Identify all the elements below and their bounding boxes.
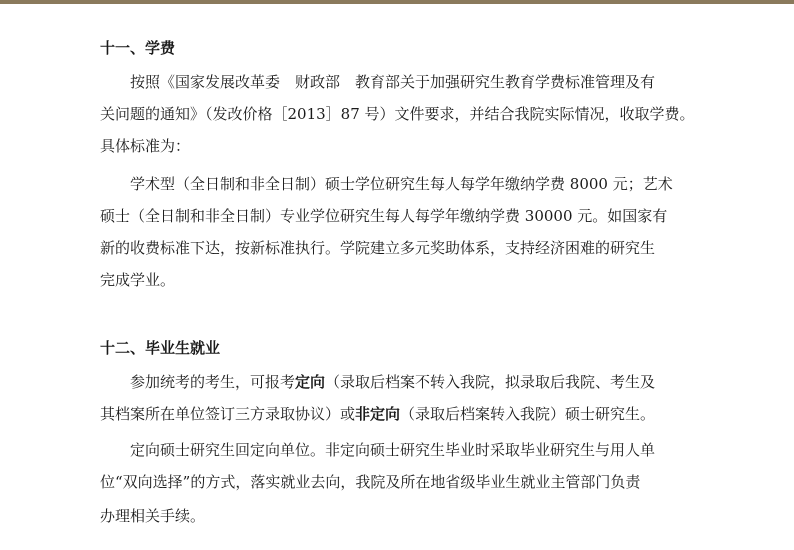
employment-line-3: 定向硕士研究生回定向单位。非定向硕士研究生毕业时采取毕业研究生与用人单: [130, 441, 656, 459]
employment-line-4: 位“双向选择”的方式，落实就业去向，我院及所在地省级毕业生就业主管部门负责: [100, 473, 641, 491]
employment-line-2-text-a: 其档案所在单位签订三方录取协议）或: [100, 405, 356, 423]
employment-line-1: [130, 372, 655, 392]
tuition-line-1: 按照《国家发展改革委 财政部 教育部关于加强研究生教育学费标准管理及有: [130, 73, 656, 91]
non-directed-term: 非定向: [355, 405, 401, 423]
directed-term: 定向: [295, 373, 326, 391]
employment-line-1-text-a: 参加统考的考生，可报考: [130, 373, 296, 391]
top-border-rule: [0, 0, 794, 4]
tuition-line-4: 学术型（全日制和非全日制）硕士学位研究生每人每学年缴纳学费 8000 元；艺术: [130, 175, 673, 193]
employment-line-1-text-c: （录取后档案不转入我院，拟录取后我院、考生及: [325, 373, 656, 391]
tuition-line-6: 新的收费标准下达，按新标准执行。学院建立多元奖助体系，支持经济困难的研究生: [100, 239, 656, 257]
employment-line-2-text-c: （录取后档案转入我院）硕士研究生。: [400, 405, 656, 423]
tuition-line-3: 具体标准为：: [100, 137, 191, 155]
section-heading-employment: 十二、毕业生就业: [100, 339, 221, 357]
section-heading-tuition: 十一、学费: [100, 39, 176, 57]
employment-line-2: [100, 404, 655, 424]
tuition-line-2: 关问题的通知》（发改价格［2013］87 号）文件要求，并结合我院实际情况，收取学费。: [100, 105, 695, 123]
tuition-line-5: 硕士（全日制和非全日制）专业学位研究生每人每学年缴纳学费 30000 元。如国家有: [100, 207, 668, 225]
employment-line-5: 办理相关手续。: [100, 507, 206, 525]
tuition-line-7: 完成学业。: [100, 271, 176, 289]
